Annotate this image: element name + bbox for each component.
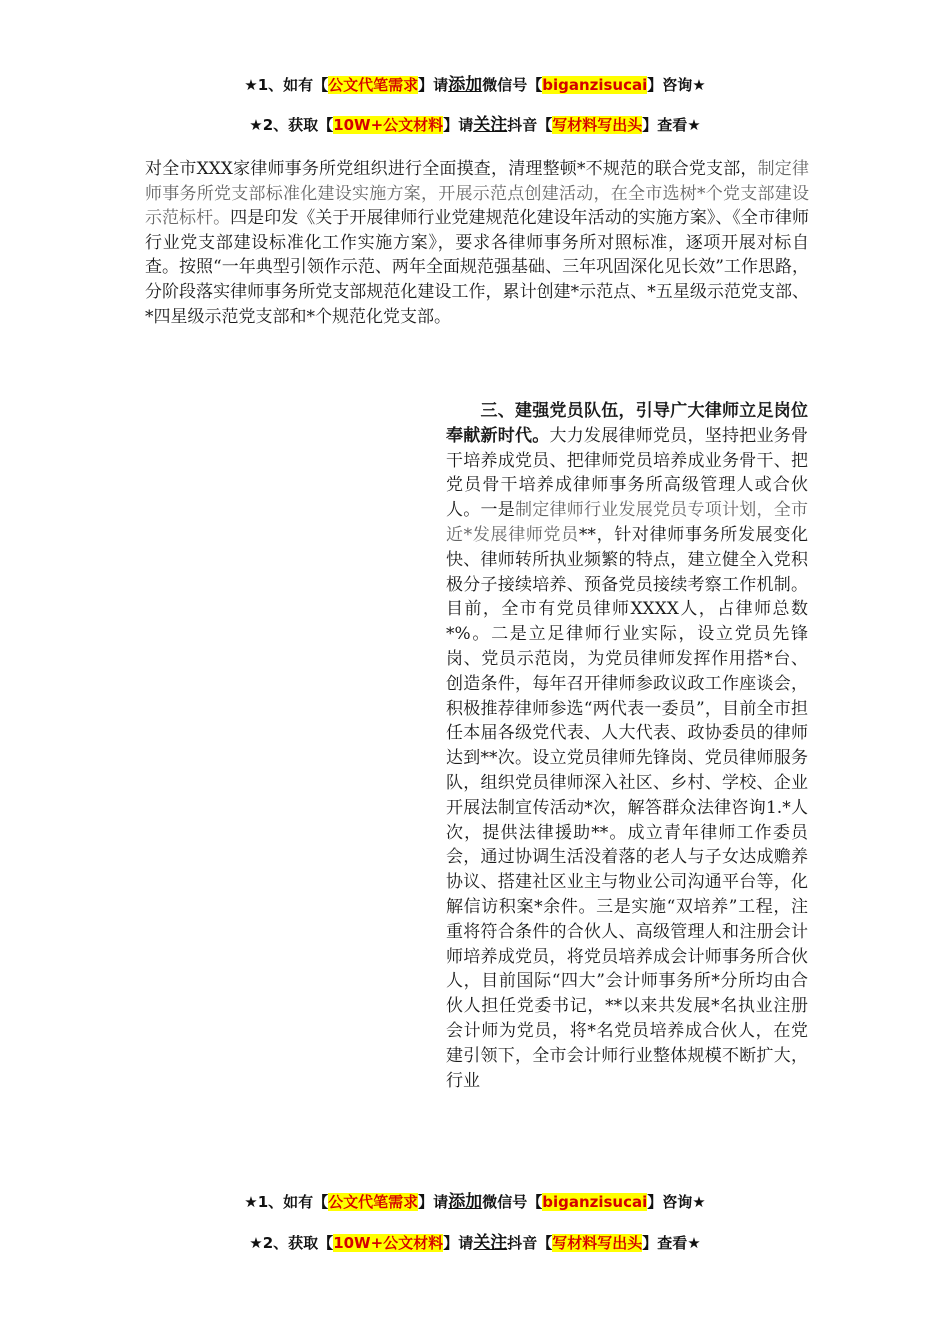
promo-action-text: 添加 — [448, 75, 483, 95]
promo-number: 2、获取 — [262, 116, 319, 134]
star-icon: ★ — [687, 1234, 701, 1252]
promo-bracket: 【 — [318, 116, 334, 134]
promo-bracket: 】请 — [443, 116, 474, 134]
promo-number: 1、如有 — [257, 76, 314, 94]
body-paragraph-2 — [446, 399, 808, 1093]
footer-promo-line-2 — [0, 1228, 950, 1253]
promo-channel: 抖音 — [507, 116, 538, 134]
star-icon: ★ — [692, 1193, 706, 1211]
promo-channel: 抖音 — [507, 1234, 538, 1252]
star-icon: ★ — [687, 116, 701, 134]
promo-number: 1、如有 — [257, 1193, 314, 1211]
promo-highlight-service: 公文代笔需求 — [328, 76, 419, 94]
paragraph-text: 四是印发《关于开展律师行业党建规范化建设年活动的实施方案》、《全市律师行业党支部建设标准化工作实施方案》，要求各律师事务所对照标准，逐项开展对标自查。按照“一年典型引领作示范、两年全面规范强基础、三年巩固深化见长效”工作思路，分阶段落实律师事务所党支部规范化建设工作，累计创建*示范点、*五星级示范党支部、*四星级示范党支部和*个规范化党支部。 — [145, 208, 810, 327]
promo-bracket: 】咨询 — [647, 1193, 693, 1211]
promo-bracket: 【 — [527, 76, 543, 94]
paragraph-text-gray: 制定律师事务所党支部标准化建设实施方案，开展示范点创建活动，在全市选树*个党支部建设示范标杆。 — [145, 159, 809, 229]
promo-highlight-service: 公文代笔需求 — [328, 1193, 419, 1211]
promo-highlight-materials: 10W+公文材料 — [333, 116, 444, 134]
star-icon: ★ — [692, 76, 706, 94]
promo-channel: 微信号 — [482, 76, 528, 94]
promo-bracket: 】查看 — [642, 116, 688, 134]
promo-highlight-materials: 10W+公文材料 — [333, 1234, 444, 1252]
promo-bracket: 】请 — [418, 1193, 449, 1211]
promo-action-text: 添加 — [448, 1192, 483, 1212]
paragraph-text: 大力发展律师党员，坚持把业务骨干培养成党员、把律师党员培养成业务骨干、把党员骨干培养成律师事务所高级管理人或合伙人。一是 — [446, 425, 808, 521]
header-promo-line-1 — [0, 70, 950, 95]
header-promo-line-2 — [0, 110, 950, 135]
promo-bracket: 】请 — [443, 1234, 474, 1252]
promo-action-text: 关注 — [473, 115, 508, 135]
promo-bracket: 】咨询 — [647, 76, 693, 94]
promo-bracket: 【 — [527, 1193, 543, 1211]
star-icon: ★ — [249, 1234, 263, 1252]
promo-bracket: 【 — [537, 116, 553, 134]
promo-bracket: 】查看 — [642, 1234, 688, 1252]
promo-highlight-account: biganzisucai — [542, 1193, 648, 1211]
paragraph-text: 对全市XXX家律师事务所党组织进行全面摸查，清理整顿*不规范的联合党支部， — [145, 159, 758, 179]
star-icon: ★ — [249, 116, 263, 134]
paragraph-text: **，针对律师事务所发展变化快、律师转所执业频繁的特点，建立健全入党积极分子接续培养、预备党员接续考察工作机制。目前，全市有党员律师XXXX人，占律师总数*%。二是立足律师行业实际，设立党员先锋岗、党员示范岗，为党员律师发挥作用搭*台、创造条件，每年召开律师参政议政工作座谈会，积极推荐律师参选“两代表一委员”，目前全市担任本届各级党代表、人大代表、政协委员的律师达到**次。设立党员律师先锋岗、党员律师服务队，组织党员律师深入社区、乡村、学校、企业开展法制宣传活动*次，解答群众法律咨询1.*人次，提供法律援助**。成立青年律师工作委员会，通过协调生活没着落的老人与子女达成赡养协议、搭建社区业主与物业公司沟通平台等，化解信访积案*余件。三是实施“双培养”工程，注重将符合条件的合伙人、高级管理人和注册会计师培养成党员，将党员培养成会计师事务所合伙人，目前国际“四大”会计师事务所*分所均由合伙人担任党委书记，**以来共发展*名执业注册会计师为党员，将*名党员培养成合伙人，在党建引领下，全市会计师行业整体规模不断扩大，行业 — [446, 524, 809, 1091]
promo-highlight-account: 写材料写出头 — [552, 1234, 643, 1252]
section-heading: 三、建强党员队伍，引导广大律师立足岗位奉献新时代。 — [446, 401, 808, 446]
paragraph-indent — [446, 401, 481, 421]
promo-action-text: 关注 — [473, 1233, 508, 1253]
star-icon: ★ — [244, 76, 258, 94]
promo-number: 2、获取 — [262, 1234, 319, 1252]
paragraph-text-gray: 制定律师行业发展党员专项计划，全市近*发展律师党员 — [446, 500, 808, 545]
promo-highlight-account: biganzisucai — [542, 76, 648, 94]
promo-bracket: 【 — [313, 1193, 329, 1211]
promo-bracket: 【 — [313, 76, 329, 94]
promo-bracket: 】请 — [418, 76, 449, 94]
star-icon: ★ — [244, 1193, 258, 1211]
footer-promo-line-1 — [0, 1187, 950, 1212]
promo-bracket: 【 — [318, 1234, 334, 1252]
promo-bracket: 【 — [537, 1234, 553, 1252]
promo-channel: 微信号 — [482, 1193, 528, 1211]
body-paragraph-1 — [145, 157, 809, 329]
promo-highlight-account: 写材料写出头 — [552, 116, 643, 134]
